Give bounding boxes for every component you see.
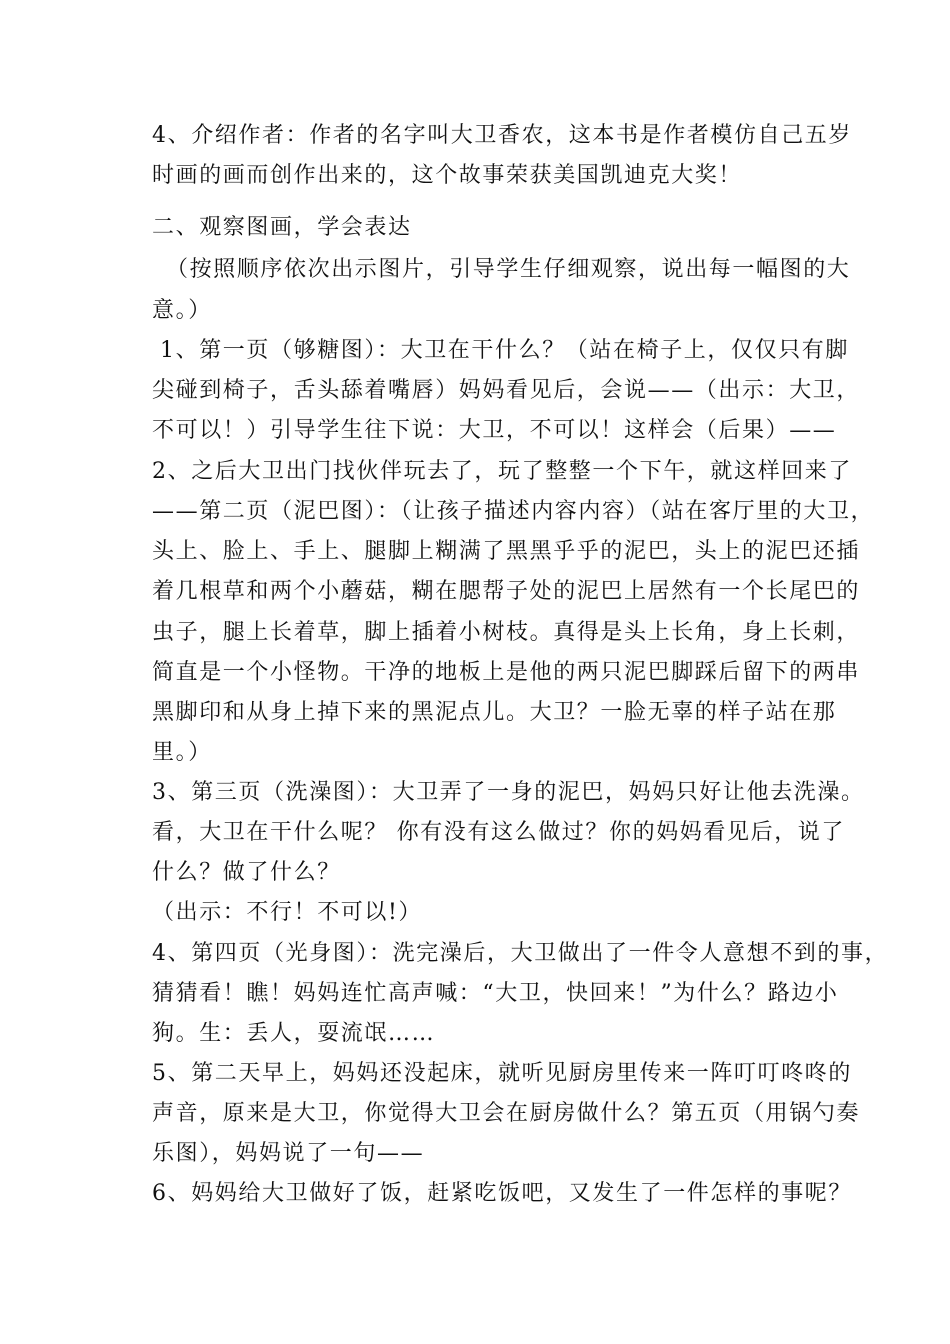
text-line: ——第二页（泥巴图）：（让孩子描述内容内容）（站在客厅里的大卫， [152,499,875,524]
text-line: 看，大卫在干什么呢？ 你有没有这么做过？你的妈妈看见后，说了 [152,820,845,845]
text-line: 什么？做了什么？ [152,860,341,885]
text-line: 2、之后大卫出门找伙伴玩去了，玩了整整一个下午，就这样回来了 [152,459,852,484]
text-line: 里。） [152,740,212,765]
text-line: 意。） [152,298,212,323]
text-line: 6、妈妈给大卫做好了饭，赶紧吃饭吧，又发生了一件怎样的事呢？ [152,1181,852,1206]
text-line: 3、第三页（洗澡图）：大卫弄了一身的泥巴，妈妈只好让他去洗澡。 [152,780,865,805]
text-line: 4、第四页（光身图）：洗完澡后，大卫做出了一件令人意想不到的事， [152,941,889,966]
text-line: 4、介绍作者：作者的名字叫大卫香农，这本书是作者模仿自己五岁 [152,123,852,148]
text-line: 乐图），妈妈说了一句—— [152,1141,425,1166]
text-line: 不可以！）引导学生往下说：大卫，不可以！这样会（后果）—— [152,418,837,443]
text-line: 头上、脸上、手上、腿脚上糊满了黑黑乎乎的泥巴，头上的泥巴还插 [152,539,861,564]
section-heading: 二、观察图画，学会表达 [152,215,412,240]
text-line: 黑脚印和从身上掉下来的黑泥点儿。大卫？一脸无辜的样子站在那 [152,700,837,725]
text-line: 声音，原来是大卫，你觉得大卫会在厨房做什么？第五页（用锅勺奏 [152,1101,861,1126]
text-line: 5、第二天早上，妈妈还没起床，就听见厨房里传来一阵叮叮咚咚的 [152,1061,852,1086]
text-line: 时画的画而创作出来的，这个故事荣获美国凯迪克大奖！ [152,163,743,188]
text-line: （按照顺序依次出示图片，引导学生仔细观察，说出每一幅图的大 [166,257,851,282]
text-line: 着几根草和两个小蘑菇，糊在腮帮子处的泥巴上居然有一个长尾巴的 [152,579,861,604]
text-line: 1、第一页（够糖图）：大卫在干什么？（站在椅子上，仅仅只有脚 [160,338,849,363]
text-line: 猜猜看！瞧！妈妈连忙高声喊：“大卫，快回来！”为什么？路边小 [152,981,839,1006]
text-line: 简直是一个小怪物。干净的地板上是他的两只泥巴脚踩后留下的两串 [152,660,861,685]
text-line: （出示：不行！不可以!） [152,900,423,925]
text-line: 尖碰到椅子，舌头舔着嘴唇）妈妈看见后，会说——（出示：大卫， [152,378,861,403]
text-line: 狗。生：丢人，耍流氓…… [152,1021,436,1046]
text-line: 虫子，腿上长着草，脚上插着小树枝。真得是头上长角，身上长刺， [152,620,861,645]
